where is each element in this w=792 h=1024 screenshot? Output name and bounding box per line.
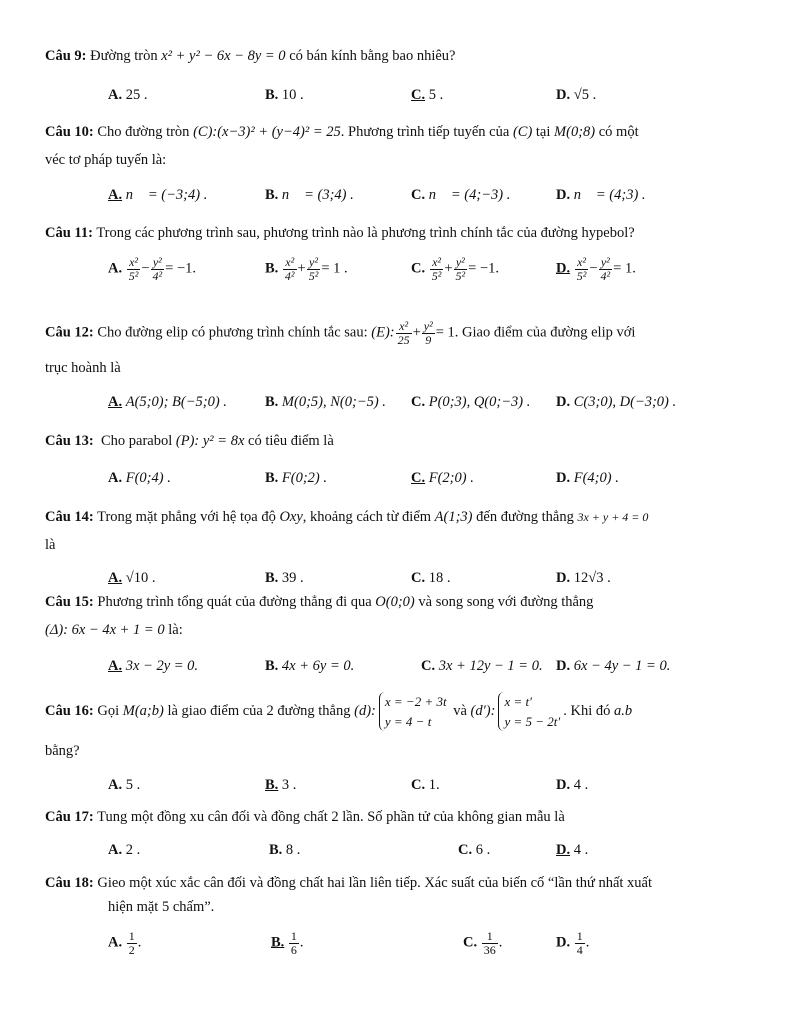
frac-num: y² bbox=[151, 256, 165, 270]
question-16-text-b: là giao điểm của 2 đường thẳng bbox=[167, 702, 351, 719]
option-value: 12√3 . bbox=[573, 570, 611, 586]
question-9-label: Câu 9: bbox=[45, 48, 87, 64]
fraction bbox=[454, 256, 468, 282]
q11-option-b[interactable] bbox=[265, 256, 348, 282]
question-12-line2: trục hoành là bbox=[45, 360, 121, 376]
option-value: F(2;0) . bbox=[428, 470, 474, 486]
question-10-text: Cho đường tròn bbox=[97, 124, 190, 140]
option-label: D. bbox=[556, 187, 571, 203]
frac-num: x² bbox=[575, 256, 589, 270]
rhs: = 1 bbox=[435, 324, 455, 341]
frac-den: 5² bbox=[308, 268, 319, 283]
option-label: A. bbox=[108, 658, 123, 674]
option-label: C. bbox=[411, 570, 426, 586]
question-11-label: Câu 11: bbox=[45, 225, 93, 241]
fraction bbox=[307, 256, 321, 282]
question-16-and: và bbox=[453, 702, 467, 719]
fraction bbox=[127, 256, 141, 282]
op: − bbox=[141, 260, 150, 277]
option-value: 39 . bbox=[281, 570, 304, 586]
question-14-point: A(1;3) bbox=[434, 509, 473, 525]
question-9 bbox=[45, 48, 455, 65]
frac-den: 5² bbox=[128, 268, 139, 283]
question-15-line2-tail: là: bbox=[168, 622, 183, 638]
q16-option-c[interactable] bbox=[411, 777, 440, 794]
option-value: √10 . bbox=[125, 570, 156, 586]
option-value: √5 . bbox=[573, 87, 597, 103]
option-label: D. bbox=[556, 777, 571, 793]
q15-option-a[interactable] bbox=[108, 658, 198, 675]
frac-num: x² bbox=[283, 256, 297, 270]
frac-num: 1 bbox=[482, 930, 498, 944]
frac-num: 1 bbox=[290, 929, 297, 943]
option-label: B. bbox=[265, 394, 279, 410]
q18-option-a[interactable]: A. $\frac{1}{2}$ . bbox=[108, 929, 142, 957]
option-value: 1. bbox=[428, 777, 440, 793]
question-18-text: Gieo một xúc xắc cân đối và đồng chất hai lần liên tiếp. Xác suất của biến cố “lần thứ nhất xuất bbox=[97, 875, 653, 891]
question-17 bbox=[45, 809, 565, 826]
question-14-oxy: Oxy bbox=[279, 509, 303, 525]
question-12-label: Câu 12: bbox=[45, 324, 94, 341]
frac-den: 36 bbox=[483, 942, 496, 957]
option-label: C. bbox=[411, 87, 426, 103]
option-value: 8 . bbox=[285, 842, 301, 858]
frac-num: y² bbox=[599, 256, 613, 270]
option-value: F(0;4) . bbox=[125, 470, 171, 486]
question-16-point: M(a;b) bbox=[122, 702, 164, 719]
option-value: 5 . bbox=[125, 777, 141, 793]
question-10-equation: (C):(x−3)² + (y−4)² = 25 bbox=[193, 124, 341, 140]
q10-option-b[interactable] bbox=[265, 187, 354, 204]
frac-num: 1 bbox=[128, 929, 135, 943]
option-label: D. bbox=[556, 394, 571, 410]
question-12-text: Cho đường elip có phương trình chính tắc sau: bbox=[97, 324, 368, 341]
system-eq: y = 5 − 2t′ bbox=[504, 713, 561, 729]
option-value: 2 . bbox=[125, 842, 141, 858]
q18-option-d[interactable]: D. $\frac{1}{4}$ . bbox=[556, 929, 590, 957]
option-label: C. bbox=[458, 842, 473, 858]
question-13-text: Cho parabol bbox=[101, 433, 173, 449]
option-label: B. bbox=[265, 777, 279, 793]
question-12-ellipse: (E): bbox=[371, 324, 395, 341]
q12-option-d[interactable] bbox=[556, 394, 676, 411]
option-label: B. bbox=[265, 470, 279, 486]
q17-option-d[interactable] bbox=[556, 842, 588, 859]
frac-den: 4² bbox=[600, 268, 611, 283]
option-label: C. bbox=[411, 394, 426, 410]
q13-option-c[interactable] bbox=[411, 470, 474, 487]
option-label: A. bbox=[108, 842, 123, 858]
option-label: A. bbox=[108, 570, 123, 586]
option-value: 3x + 12y − 1 = 0. bbox=[438, 658, 543, 674]
fraction bbox=[127, 930, 137, 956]
question-13 bbox=[45, 433, 334, 450]
system-eq: x = t′ bbox=[504, 694, 532, 709]
fraction bbox=[575, 256, 589, 282]
system-eq: y = 4 − t bbox=[384, 713, 432, 729]
option-value: n⃗ = (4;3) . bbox=[573, 187, 646, 203]
q18-option-c[interactable]: C. $\frac{1}{36}$ . bbox=[463, 929, 503, 957]
op: + bbox=[412, 324, 421, 341]
fraction bbox=[289, 930, 299, 956]
option-label: A. bbox=[108, 394, 123, 410]
question-14-text-b: , khoảng cách từ điểm bbox=[302, 509, 432, 525]
frac-den: 25 bbox=[397, 332, 410, 347]
frac-num: x² bbox=[430, 256, 444, 270]
question-10 bbox=[45, 124, 639, 141]
option-value: n⃗ = (3;4) . bbox=[281, 187, 354, 203]
q12-option-b[interactable] bbox=[265, 394, 386, 411]
question-11-text: Trong các phương trình sau, phương trình nào là phương trình chính tắc của đường hypebol? bbox=[96, 225, 635, 241]
option-label: A. bbox=[108, 260, 123, 277]
option-label: C. bbox=[411, 187, 426, 203]
q9-option-b[interactable] bbox=[265, 87, 304, 104]
option-label: D. bbox=[556, 934, 571, 951]
q10-option-d[interactable] bbox=[556, 187, 646, 204]
q9-option-d[interactable] bbox=[556, 87, 596, 104]
question-10-line2: véc tơ pháp tuyến là: bbox=[45, 152, 167, 168]
q17-option-c[interactable] bbox=[458, 842, 490, 859]
option-label: B. bbox=[265, 87, 279, 103]
option-label: B. bbox=[271, 934, 285, 951]
question-15-text-b: và song song với đường thẳng bbox=[418, 594, 594, 610]
option-label: C. bbox=[463, 934, 478, 951]
question-15-point: O(0;0) bbox=[375, 594, 415, 610]
frac-den: 2 bbox=[128, 942, 135, 957]
option-value: M(0;5), N(0;−5) . bbox=[281, 394, 386, 410]
question-9-equation: x² + y² − 6x − 8y = 0 bbox=[161, 48, 286, 64]
option-label: A. bbox=[108, 470, 123, 486]
question-16-ab: a.b bbox=[613, 702, 633, 719]
question-10-label: Câu 10: bbox=[45, 124, 94, 140]
option-label: D. bbox=[556, 658, 571, 674]
option-value: 5 . bbox=[428, 87, 444, 103]
q14-option-a[interactable] bbox=[108, 570, 155, 587]
rhs: = −1. bbox=[468, 260, 499, 277]
q15-option-b[interactable] bbox=[265, 658, 354, 675]
q13-option-b[interactable] bbox=[265, 470, 327, 487]
question-10-text-c: tại bbox=[535, 124, 551, 140]
option-label: B. bbox=[265, 570, 279, 586]
frac-den: 5² bbox=[455, 268, 466, 283]
q13-option-a[interactable] bbox=[108, 470, 171, 487]
question-10-point: M(0;8) bbox=[554, 124, 596, 140]
q11-option-c[interactable] bbox=[411, 256, 499, 282]
question-16 bbox=[45, 692, 632, 731]
frac-den: 5² bbox=[576, 268, 587, 283]
q9-option-a[interactable] bbox=[108, 87, 147, 104]
option-value: 6x − 4y − 1 = 0. bbox=[573, 658, 671, 674]
option-label: B. bbox=[265, 260, 279, 277]
frac-num: 1 bbox=[576, 929, 583, 943]
option-label: B. bbox=[265, 187, 279, 203]
question-15-delta: (Δ): 6x − 4x + 1 = 0 bbox=[45, 622, 165, 638]
option-label: C. bbox=[411, 777, 426, 793]
option-value: F(4;0) . bbox=[573, 470, 619, 486]
option-label: A. bbox=[108, 187, 123, 203]
q12-option-c[interactable] bbox=[411, 394, 530, 411]
question-10-text-d: có một bbox=[598, 124, 639, 140]
option-value: 4x + 6y = 0. bbox=[281, 658, 355, 674]
q11-option-d[interactable] bbox=[556, 256, 636, 282]
q11-option-a[interactable] bbox=[108, 256, 196, 282]
question-15-label: Câu 15: bbox=[45, 594, 94, 610]
question-10-circle: (C) bbox=[512, 124, 533, 140]
q18-option-b[interactable]: B. $\frac{1}{6}$ . bbox=[271, 929, 304, 957]
option-value: A(5;0); B(−5;0) . bbox=[125, 394, 227, 410]
option-label: A. bbox=[108, 934, 123, 951]
question-16-line-d: (d): bbox=[354, 702, 376, 719]
option-value: 18 . bbox=[428, 570, 451, 586]
fraction bbox=[482, 930, 498, 956]
fraction bbox=[396, 320, 412, 346]
question-14-text-c: đến đường thẳng bbox=[476, 509, 574, 525]
fraction bbox=[599, 256, 613, 282]
frac-den: 9 bbox=[425, 332, 432, 347]
frac-den: 4² bbox=[284, 268, 295, 283]
option-value: 3 . bbox=[281, 777, 297, 793]
frac-den: 6 bbox=[290, 942, 297, 957]
system-d bbox=[379, 692, 447, 731]
question-13-text-b: có tiêu điểm là bbox=[248, 433, 334, 449]
fraction bbox=[283, 256, 297, 282]
option-value: C(3;0), D(−3;0) . bbox=[573, 394, 677, 410]
option-label: A. bbox=[108, 87, 123, 103]
option-label: C. bbox=[421, 658, 436, 674]
option-value: F(0;2) . bbox=[281, 470, 328, 486]
q14-option-c[interactable] bbox=[411, 570, 450, 587]
option-label: A. bbox=[108, 777, 123, 793]
q16-option-a[interactable] bbox=[108, 777, 140, 794]
option-label: B. bbox=[269, 842, 283, 858]
question-13-label: Câu 13: bbox=[45, 433, 94, 449]
q14-option-b[interactable] bbox=[265, 570, 304, 587]
question-14-text: Trong mặt phẳng với hệ tọa độ bbox=[97, 509, 276, 525]
q10-option-c[interactable] bbox=[411, 187, 510, 204]
question-14-line-eq: 3x + y + 4 = 0 bbox=[577, 510, 649, 524]
option-value: P(0;3), Q(0;−3) . bbox=[428, 394, 531, 410]
option-label: D. bbox=[556, 570, 571, 586]
question-16-line2: bằng? bbox=[45, 743, 80, 759]
op: − bbox=[589, 260, 598, 277]
option-value: 6 . bbox=[475, 842, 491, 858]
option-value: n⃗ = (−3;4) . bbox=[125, 187, 208, 203]
option-label: D. bbox=[556, 470, 571, 486]
question-15 bbox=[45, 594, 593, 611]
question-12 bbox=[45, 320, 635, 346]
question-14-label: Câu 14: bbox=[45, 509, 94, 525]
option-value: 25 . bbox=[125, 87, 148, 103]
question-12-text-b: . Giao điểm của đường elip với bbox=[454, 324, 636, 341]
question-10-text-b: . Phương trình tiếp tuyến của bbox=[340, 124, 510, 140]
option-label: C. bbox=[411, 260, 426, 277]
rhs: = 1 . bbox=[321, 260, 348, 277]
question-17-label: Câu 17: bbox=[45, 809, 94, 825]
option-label: B. bbox=[265, 658, 279, 674]
frac-num: y² bbox=[423, 319, 433, 333]
question-18-label: Câu 18: bbox=[45, 875, 94, 891]
q15-option-d[interactable] bbox=[556, 658, 670, 675]
q13-option-d[interactable] bbox=[556, 470, 619, 487]
q10-option-a[interactable] bbox=[108, 187, 207, 204]
option-label: C. bbox=[411, 470, 426, 486]
question-15-line2 bbox=[45, 622, 183, 639]
fraction bbox=[430, 256, 444, 282]
frac-num: y² bbox=[307, 256, 321, 270]
op: + bbox=[444, 260, 453, 277]
frac-den: 4 bbox=[576, 942, 583, 957]
rhs: = −1. bbox=[165, 260, 196, 277]
option-value: 4 . bbox=[573, 842, 589, 858]
q15-option-c[interactable] bbox=[421, 658, 543, 675]
frac-num: y² bbox=[454, 256, 468, 270]
question-17-text: Tung một đồng xu cân đối và đồng chất 2 lần. Số phần tử của không gian mẫu là bbox=[97, 809, 565, 825]
question-14 bbox=[45, 509, 648, 526]
frac-den: 4² bbox=[152, 268, 163, 283]
fraction bbox=[422, 320, 435, 346]
question-15-text: Phương trình tổng quát của đường thẳng đi qua bbox=[97, 594, 372, 610]
question-16-text-c: . Khi đó bbox=[563, 702, 611, 719]
question-18-line2: hiện mặt 5 chấm”. bbox=[108, 899, 215, 915]
question-11 bbox=[45, 225, 635, 242]
option-value: 4 . bbox=[573, 777, 589, 793]
q17-option-a[interactable] bbox=[108, 842, 140, 859]
op: + bbox=[297, 260, 306, 277]
option-value: 10 . bbox=[281, 87, 304, 103]
q16-option-b[interactable] bbox=[265, 777, 296, 794]
fraction bbox=[151, 256, 165, 282]
question-9-text: Đường tròn bbox=[90, 48, 158, 64]
q17-option-b[interactable] bbox=[269, 842, 300, 859]
option-value: 3x − 2y = 0. bbox=[125, 658, 199, 674]
q14-option-d[interactable] bbox=[556, 570, 611, 587]
question-13-equation: (P): y² = 8x bbox=[175, 433, 245, 449]
rhs: = 1. bbox=[613, 260, 636, 277]
frac-num: x² bbox=[127, 256, 141, 270]
q12-option-a[interactable] bbox=[108, 394, 227, 411]
system-eq: x = −2 + 3t bbox=[384, 694, 447, 709]
frac-den: 5² bbox=[431, 268, 442, 283]
question-16-label: Câu 16: bbox=[45, 702, 94, 719]
option-label: D. bbox=[556, 260, 571, 277]
question-14-line2: là bbox=[45, 537, 56, 553]
question-9-text-b: có bán kính bằng bao nhiêu? bbox=[289, 48, 456, 64]
question-18 bbox=[45, 875, 652, 892]
question-16-text: Gọi bbox=[97, 702, 120, 719]
q16-option-d[interactable] bbox=[556, 777, 588, 794]
option-value: n⃗ = (4;−3) . bbox=[428, 187, 511, 203]
frac-num: x² bbox=[396, 320, 412, 334]
fraction bbox=[575, 930, 585, 956]
system-d2 bbox=[498, 692, 560, 731]
q9-option-c[interactable] bbox=[411, 87, 443, 104]
option-label: D. bbox=[556, 842, 571, 858]
option-label: D. bbox=[556, 87, 571, 103]
question-16-line-d2: (d′): bbox=[470, 702, 496, 719]
